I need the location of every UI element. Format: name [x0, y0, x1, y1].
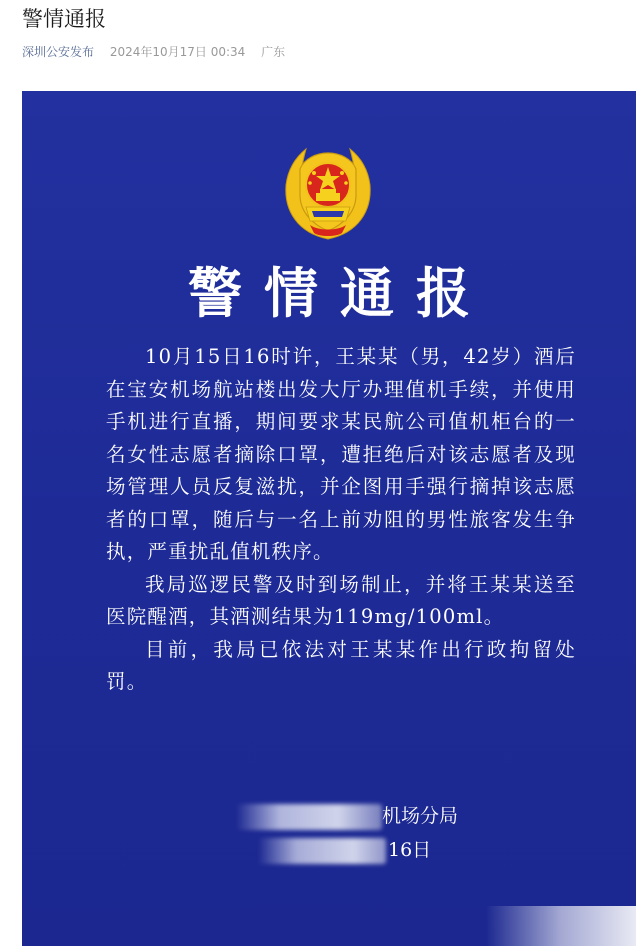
publish-location: 广东 [261, 45, 286, 59]
redacted-area [236, 804, 382, 830]
notice-heading: 警情通报 [188, 262, 492, 325]
publish-date: 2024年10月17日 00:34 [109, 45, 246, 59]
notice-paragraph-2: 我局巡逻民警及时到场制止，并将王某某送至医院醒酒，其酒测结果为119mg/100ml。 [106, 572, 576, 628]
author-link[interactable]: 深圳公安发布 [22, 45, 95, 59]
notice-paragraph-1: 10月15日16时许，王某某（男，42岁）酒后在宝安机场航站楼出发大厅办理值机手续，并使用手机进行直播，期间要求某民航公司值机柜台的一名女性志愿者摘除口罩，遭拒绝后对该志愿者及现场管理人员反复滋扰，并企图用手强行摘掉该志愿者的口罩，随后与一名上前劝阻的男性旅客发生争执，严重扰乱值机秩序。 [106, 345, 576, 563]
police-emblem-icon [280, 141, 376, 245]
notice-paragraph-3: 目前，我局已依法对王某某作出行政拘留处罚。 [106, 637, 576, 693]
redacted-area [258, 838, 386, 864]
signature-org: 机场分局 [382, 805, 459, 827]
corner-overlay [486, 906, 636, 946]
signature-date: 16日 [388, 839, 432, 861]
notice-signature [22, 796, 636, 866]
notice-body [106, 341, 576, 699]
notice-image [22, 91, 636, 946]
article-meta [22, 42, 285, 62]
article-title: 警情通报 [22, 7, 106, 31]
